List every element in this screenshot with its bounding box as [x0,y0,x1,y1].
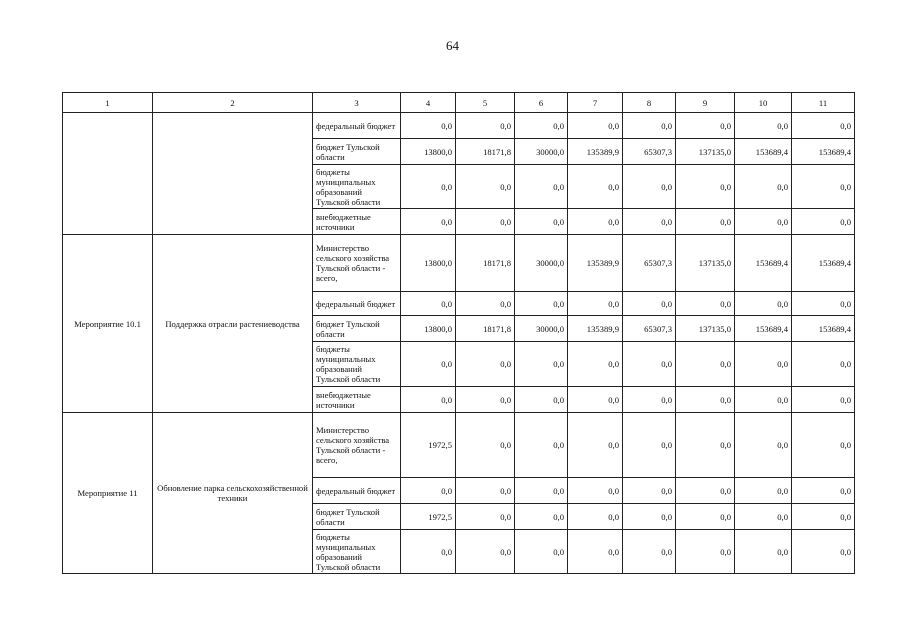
value-cell: 0,0 [676,478,735,504]
value-cell: 0,0 [401,113,456,139]
value-cell: 0,0 [676,387,735,413]
value-cell: 0,0 [515,504,568,530]
value-cell: 0,0 [456,478,515,504]
value-cell: 0,0 [623,413,676,478]
value-cell: 13800,0 [401,235,456,292]
value-cell: 18171,8 [456,316,515,342]
value-cell: 0,0 [568,342,623,387]
value-cell: 0,0 [401,165,456,209]
value-cell: 0,0 [515,165,568,209]
value-cell: 65307,3 [623,235,676,292]
value-cell: 137135,0 [676,316,735,342]
value-cell: 0,0 [676,530,735,574]
value-cell: 153689,4 [735,139,792,165]
value-cell: 153689,4 [792,316,855,342]
measure-cell [63,113,153,235]
value-cell: 30000,0 [515,139,568,165]
funding-source-cell: бюджет Тульской области [313,504,401,530]
description-cell: Обновление парка сельскохозяйственной техники [153,413,313,574]
value-cell: 153689,4 [792,235,855,292]
funding-source-cell: федеральный бюджет [313,478,401,504]
value-cell: 0,0 [401,478,456,504]
value-cell: 18171,8 [456,139,515,165]
value-cell: 0,0 [515,209,568,235]
column-header: 5 [456,93,515,113]
value-cell: 0,0 [515,478,568,504]
column-header: 6 [515,93,568,113]
value-cell: 0,0 [515,413,568,478]
column-header: 11 [792,93,855,113]
funding-source-cell: бюджет Тульской области [313,139,401,165]
value-cell: 13800,0 [401,139,456,165]
value-cell: 0,0 [792,292,855,316]
value-cell: 0,0 [623,292,676,316]
value-cell: 0,0 [623,387,676,413]
value-cell: 0,0 [515,113,568,139]
value-cell: 0,0 [456,342,515,387]
value-cell: 0,0 [456,530,515,574]
value-cell: 0,0 [735,209,792,235]
value-cell: 0,0 [676,292,735,316]
value-cell: 0,0 [735,387,792,413]
value-cell: 0,0 [456,165,515,209]
value-cell: 0,0 [735,478,792,504]
budget-table [62,92,855,574]
value-cell: 0,0 [623,113,676,139]
value-cell: 137135,0 [676,235,735,292]
description-cell: Поддержка отрасли растениеводства [153,235,313,413]
column-header: 1 [63,93,153,113]
value-cell: 0,0 [623,342,676,387]
value-cell: 0,0 [568,478,623,504]
value-cell: 0,0 [676,413,735,478]
value-cell: 0,0 [568,292,623,316]
value-cell: 0,0 [623,209,676,235]
funding-source-cell: внебюджетные источники [313,209,401,235]
value-cell: 0,0 [568,387,623,413]
value-cell: 0,0 [792,413,855,478]
funding-source-cell: федеральный бюджет [313,113,401,139]
value-cell: 0,0 [735,413,792,478]
value-cell: 0,0 [792,530,855,574]
value-cell: 0,0 [792,209,855,235]
value-cell: 0,0 [456,209,515,235]
value-cell: 0,0 [676,113,735,139]
value-cell: 0,0 [401,209,456,235]
value-cell: 135389,9 [568,316,623,342]
measure-cell: Мероприятие 11 [63,413,153,574]
value-cell: 0,0 [456,504,515,530]
value-cell: 0,0 [623,504,676,530]
value-cell: 0,0 [401,387,456,413]
value-cell: 0,0 [568,209,623,235]
value-cell: 0,0 [568,113,623,139]
header-row [63,93,855,113]
value-cell: 1972,5 [401,504,456,530]
funding-source-cell: бюджеты муниципальных образований Тульской области [313,530,401,574]
value-cell: 0,0 [515,530,568,574]
table-row [63,113,855,139]
value-cell: 0,0 [792,387,855,413]
funding-source-cell: бюджеты муниципальных образований Тульской области [313,165,401,209]
value-cell: 0,0 [792,113,855,139]
value-cell: 0,0 [568,504,623,530]
value-cell: 0,0 [456,413,515,478]
table-row [63,413,855,478]
value-cell: 0,0 [792,504,855,530]
table-row [63,235,855,292]
column-header: 7 [568,93,623,113]
value-cell: 0,0 [515,342,568,387]
value-cell: 65307,3 [623,316,676,342]
value-cell: 0,0 [735,530,792,574]
funding-source-cell: федеральный бюджет [313,292,401,316]
value-cell: 0,0 [456,292,515,316]
value-cell: 153689,4 [792,139,855,165]
value-cell: 0,0 [792,478,855,504]
funding-source-cell: бюджет Тульской области [313,316,401,342]
value-cell: 0,0 [792,165,855,209]
value-cell: 0,0 [515,292,568,316]
value-cell: 13800,0 [401,316,456,342]
value-cell: 0,0 [401,292,456,316]
value-cell: 135389,9 [568,139,623,165]
value-cell: 0,0 [401,530,456,574]
column-header: 8 [623,93,676,113]
value-cell: 0,0 [735,113,792,139]
value-cell: 30000,0 [515,316,568,342]
table-body [63,93,855,574]
value-cell: 0,0 [735,342,792,387]
funding-source-cell: Министерство сельского хозяйства Тульской области - всего, [313,235,401,292]
value-cell: 153689,4 [735,235,792,292]
column-header: 10 [735,93,792,113]
value-cell: 0,0 [623,165,676,209]
measure-cell: Мероприятие 10.1 [63,235,153,413]
value-cell: 0,0 [676,342,735,387]
value-cell: 0,0 [735,504,792,530]
column-header: 2 [153,93,313,113]
value-cell: 0,0 [568,530,623,574]
value-cell: 153689,4 [735,316,792,342]
value-cell: 0,0 [676,504,735,530]
page-number: 64 [446,38,459,53]
funding-source-cell: внебюджетные источники [313,387,401,413]
column-header: 9 [676,93,735,113]
value-cell: 30000,0 [515,235,568,292]
funding-source-cell: Министерство сельского хозяйства Тульской области - всего, [313,413,401,478]
value-cell: 0,0 [515,387,568,413]
value-cell: 0,0 [735,165,792,209]
value-cell: 0,0 [676,209,735,235]
value-cell: 0,0 [401,342,456,387]
value-cell: 18171,8 [456,235,515,292]
column-header: 3 [313,93,401,113]
funding-source-cell: бюджеты муниципальных образований Тульской области [313,342,401,387]
value-cell: 0,0 [568,165,623,209]
value-cell: 0,0 [735,292,792,316]
value-cell: 0,0 [568,413,623,478]
description-cell [153,113,313,235]
value-cell: 0,0 [792,342,855,387]
value-cell: 0,0 [456,387,515,413]
value-cell: 0,0 [623,530,676,574]
column-header: 4 [401,93,456,113]
value-cell: 0,0 [456,113,515,139]
value-cell: 65307,3 [623,139,676,165]
value-cell: 0,0 [676,165,735,209]
value-cell: 0,0 [623,478,676,504]
value-cell: 135389,9 [568,235,623,292]
value-cell: 137135,0 [676,139,735,165]
value-cell: 1972,5 [401,413,456,478]
